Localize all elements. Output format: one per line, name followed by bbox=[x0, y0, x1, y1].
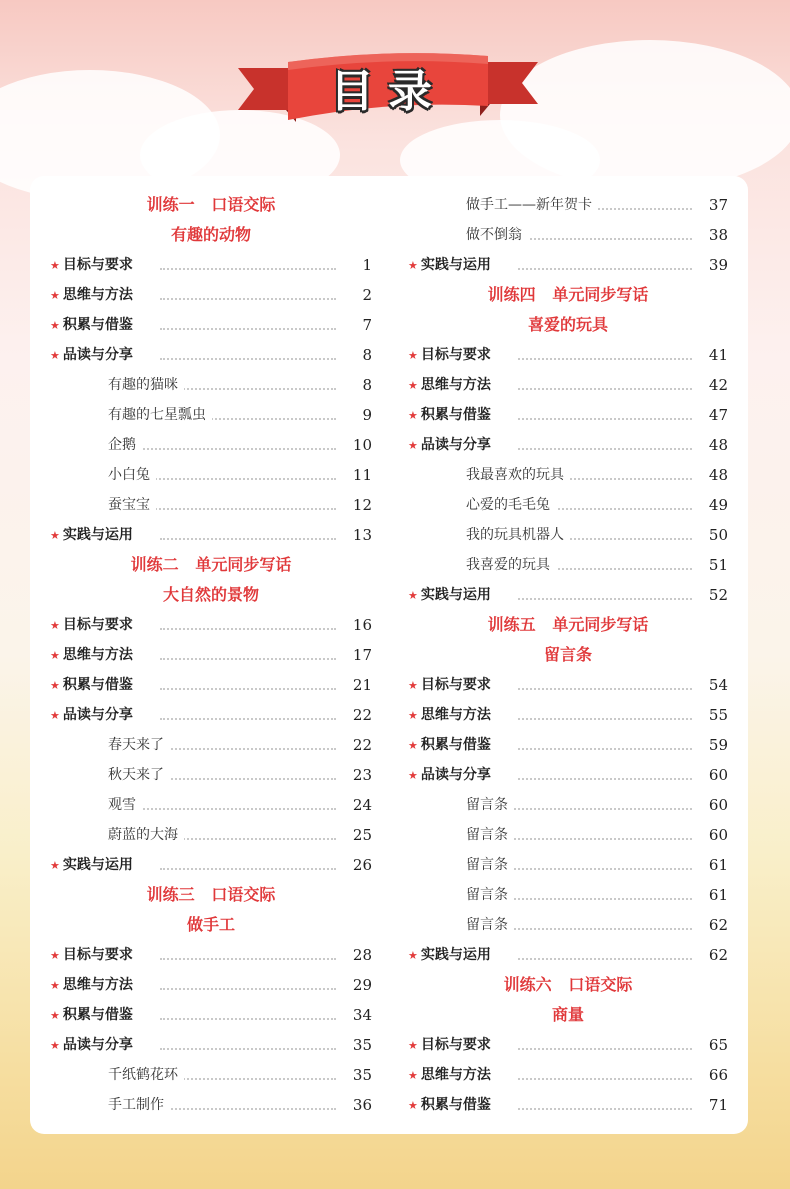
section-heading: 喜爱的玩具 bbox=[527, 315, 608, 334]
star-icon: ★ bbox=[50, 709, 60, 722]
toc-subentry[interactable] bbox=[408, 520, 728, 550]
page-number: 26 bbox=[347, 850, 372, 880]
toc-entry[interactable] bbox=[50, 700, 372, 730]
toc-entry[interactable] bbox=[408, 760, 728, 790]
toc-entry-label: 秋天来了 bbox=[108, 760, 170, 790]
page-number: 66 bbox=[703, 1060, 728, 1090]
star-icon: ★ bbox=[408, 679, 418, 692]
toc-entry-label: ★ 品读与分享 bbox=[408, 430, 497, 461]
toc-entry[interactable] bbox=[408, 700, 728, 730]
page-number: 12 bbox=[347, 490, 372, 520]
toc-entry-label: 蚕宝宝 bbox=[108, 490, 156, 520]
leader-dots bbox=[518, 1048, 692, 1050]
toc-entry-label: 观雪 bbox=[108, 790, 142, 820]
toc-subentry[interactable] bbox=[50, 730, 372, 760]
toc-entry[interactable] bbox=[408, 1060, 728, 1090]
star-icon: ★ bbox=[408, 1039, 418, 1052]
leader-dots bbox=[120, 808, 336, 810]
toc-subentry[interactable] bbox=[50, 1060, 372, 1090]
toc-entry-label: 春天来了 bbox=[108, 730, 170, 760]
toc-subentry[interactable] bbox=[408, 850, 728, 880]
leader-dots bbox=[518, 778, 692, 780]
toc-entry-label: ★ 实践与运用 bbox=[50, 850, 139, 881]
toc-entry-label: ★ 实践与运用 bbox=[408, 250, 497, 281]
star-icon: ★ bbox=[50, 619, 60, 632]
toc-subentry[interactable] bbox=[50, 1090, 372, 1120]
toc-entry-label: 手工制作 bbox=[108, 1090, 170, 1120]
toc-entry[interactable] bbox=[50, 1030, 372, 1060]
toc-entry-label: ★ 积累与借鉴 bbox=[408, 730, 497, 761]
toc-subentry[interactable] bbox=[50, 820, 372, 850]
title-banner bbox=[238, 48, 538, 138]
star-icon: ★ bbox=[50, 259, 60, 272]
page-number: 71 bbox=[703, 1090, 728, 1120]
page-number: 34 bbox=[347, 1000, 372, 1030]
leader-dots bbox=[518, 418, 692, 420]
page-number: 9 bbox=[356, 400, 372, 430]
toc-subentry[interactable] bbox=[408, 880, 728, 910]
leader-dots bbox=[160, 988, 336, 990]
page-number: 37 bbox=[703, 190, 728, 220]
page-number: 1 bbox=[356, 250, 372, 280]
leader-dots bbox=[518, 448, 692, 450]
section-heading: 训练四 单元同步写话 bbox=[487, 285, 649, 304]
page-number: 60 bbox=[703, 820, 728, 850]
toc-entry-label: 做手工——新年贺卡 bbox=[466, 190, 598, 220]
toc-entry-label: ★ 品读与分享 bbox=[50, 700, 139, 731]
page-number: 60 bbox=[703, 760, 728, 790]
toc-entry-label: ★ 思维与方法 bbox=[50, 640, 139, 671]
toc-entry-label: ★ 目标与要求 bbox=[408, 1030, 497, 1061]
toc-subentry[interactable] bbox=[408, 790, 728, 820]
page-number: 29 bbox=[347, 970, 372, 1000]
toc-entry-label: ★ 思维与方法 bbox=[408, 370, 497, 401]
leader-dots bbox=[518, 1078, 692, 1080]
star-icon: ★ bbox=[50, 859, 60, 872]
toc-entry[interactable] bbox=[408, 400, 728, 430]
star-icon: ★ bbox=[408, 709, 418, 722]
toc-subentry[interactable] bbox=[50, 400, 372, 430]
toc-subentry[interactable] bbox=[408, 490, 728, 520]
toc-entry-label: 千纸鹤花环 bbox=[108, 1060, 184, 1090]
toc-subentry[interactable] bbox=[408, 550, 728, 580]
leader-dots bbox=[160, 958, 336, 960]
toc-entry[interactable] bbox=[408, 1090, 728, 1120]
toc-entry-label: ★ 积累与借鉴 bbox=[408, 400, 497, 431]
page-number: 47 bbox=[703, 400, 728, 430]
page-number: 39 bbox=[703, 250, 728, 280]
toc-entry-label: 有趣的七星瓢虫 bbox=[108, 400, 212, 430]
page-number: 16 bbox=[347, 610, 372, 640]
section-heading: 训练二 单元同步写话 bbox=[130, 555, 292, 574]
page-number: 61 bbox=[703, 850, 728, 880]
page-number: 61 bbox=[703, 880, 728, 910]
leader-dots bbox=[518, 268, 692, 270]
page-number: 55 bbox=[703, 700, 728, 730]
toc-subentry[interactable] bbox=[408, 190, 728, 220]
toc-subentry[interactable] bbox=[50, 430, 372, 460]
page-number: 22 bbox=[347, 700, 372, 730]
leader-dots bbox=[518, 598, 692, 600]
leader-dots bbox=[160, 658, 336, 660]
toc-entry[interactable] bbox=[408, 340, 728, 370]
page-number: 36 bbox=[347, 1090, 372, 1120]
page-number: 10 bbox=[347, 430, 372, 460]
star-icon: ★ bbox=[50, 1009, 60, 1022]
page-number: 59 bbox=[703, 730, 728, 760]
page-number: 2 bbox=[356, 280, 372, 310]
toc-entry-label: ★ 实践与运用 bbox=[408, 940, 497, 971]
toc-panel bbox=[30, 176, 748, 1134]
leader-dots bbox=[160, 268, 336, 270]
star-icon: ★ bbox=[408, 739, 418, 752]
section-heading: 训练五 单元同步写话 bbox=[487, 615, 649, 634]
star-icon: ★ bbox=[408, 439, 418, 452]
toc-entry-label: ★ 品读与分享 bbox=[408, 760, 497, 791]
leader-dots bbox=[160, 358, 336, 360]
leader-dots bbox=[160, 628, 336, 630]
toc-entry-label: 企鹅 bbox=[108, 430, 142, 460]
page-number: 22 bbox=[347, 730, 372, 760]
leader-dots bbox=[160, 1048, 336, 1050]
star-icon: ★ bbox=[408, 379, 418, 392]
toc-entry-label: 留言条 bbox=[466, 790, 514, 820]
page-number: 38 bbox=[703, 220, 728, 250]
section-heading: 商量 bbox=[551, 1005, 584, 1024]
section-heading: 做手工 bbox=[186, 915, 235, 934]
toc-subentry[interactable] bbox=[408, 910, 728, 940]
star-icon: ★ bbox=[50, 1039, 60, 1052]
toc-entry[interactable] bbox=[50, 940, 372, 970]
toc-entry[interactable] bbox=[408, 250, 728, 280]
toc-entry-label: ★ 实践与运用 bbox=[408, 580, 497, 611]
toc-entry[interactable] bbox=[408, 670, 728, 700]
star-icon: ★ bbox=[408, 1069, 418, 1082]
page-number: 13 bbox=[347, 520, 372, 550]
toc-entry[interactable] bbox=[408, 580, 728, 610]
toc-entry[interactable] bbox=[50, 280, 372, 310]
page-number: 23 bbox=[347, 760, 372, 790]
toc-entry-label: ★ 思维与方法 bbox=[408, 700, 497, 731]
page-number: 65 bbox=[703, 1030, 728, 1060]
toc-entry-label: 留言条 bbox=[466, 820, 514, 850]
leader-dots bbox=[518, 358, 692, 360]
toc-entry-label: 留言条 bbox=[466, 850, 514, 880]
toc-entry-label: ★ 思维与方法 bbox=[50, 970, 139, 1001]
toc-entry-label: 我最喜欢的玩具 bbox=[466, 460, 570, 490]
toc-entry[interactable] bbox=[408, 370, 728, 400]
page-number: 28 bbox=[347, 940, 372, 970]
section-heading: 训练六 口语交际 bbox=[503, 975, 633, 994]
star-icon: ★ bbox=[50, 289, 60, 302]
section-heading: 训练一 口语交际 bbox=[146, 195, 276, 214]
star-icon: ★ bbox=[50, 319, 60, 332]
leader-dots bbox=[160, 718, 336, 720]
star-icon: ★ bbox=[50, 349, 60, 362]
toc-entry-label: 我喜爱的玩具 bbox=[466, 550, 556, 580]
toc-entry-label: 留言条 bbox=[466, 880, 514, 910]
toc-entry[interactable] bbox=[408, 940, 728, 970]
toc-entry[interactable] bbox=[50, 850, 372, 880]
page-number: 8 bbox=[356, 340, 372, 370]
toc-entry-label: ★ 目标与要求 bbox=[50, 940, 139, 971]
section-heading: 有趣的动物 bbox=[170, 225, 251, 244]
toc-entry-label: ★ 积累与借鉴 bbox=[50, 670, 139, 701]
star-icon: ★ bbox=[408, 349, 418, 362]
leader-dots bbox=[120, 448, 336, 450]
page-number: 11 bbox=[347, 460, 372, 490]
leader-dots bbox=[160, 1018, 336, 1020]
toc-entry[interactable] bbox=[50, 250, 372, 280]
page-title: 目录 bbox=[330, 66, 446, 117]
star-icon: ★ bbox=[408, 1099, 418, 1112]
toc-entry[interactable] bbox=[50, 340, 372, 370]
star-icon: ★ bbox=[408, 409, 418, 422]
page-number: 62 bbox=[703, 940, 728, 970]
leader-dots bbox=[160, 688, 336, 690]
toc-subentry[interactable] bbox=[50, 460, 372, 490]
page-number: 35 bbox=[347, 1060, 372, 1090]
toc-entry-label: ★ 积累与借鉴 bbox=[50, 310, 139, 341]
page-number: 54 bbox=[703, 670, 728, 700]
section-heading: 大自然的景物 bbox=[162, 585, 259, 604]
toc-entry-label: ★ 思维与方法 bbox=[50, 280, 139, 311]
leader-dots bbox=[160, 328, 336, 330]
star-icon: ★ bbox=[408, 259, 418, 272]
toc-entry[interactable] bbox=[50, 310, 372, 340]
toc-entry[interactable] bbox=[50, 670, 372, 700]
leader-dots bbox=[518, 1108, 692, 1110]
toc-entry[interactable] bbox=[50, 970, 372, 1000]
leader-dots bbox=[160, 538, 336, 540]
toc-entry[interactable] bbox=[408, 730, 728, 760]
toc-entry-label: ★ 思维与方法 bbox=[408, 1060, 497, 1091]
toc-entry-label: 蔚蓝的大海 bbox=[108, 820, 184, 850]
toc-entry[interactable] bbox=[408, 1030, 728, 1060]
toc-entry[interactable] bbox=[408, 430, 728, 460]
toc-entry-label: ★ 目标与要求 bbox=[408, 670, 497, 701]
star-icon: ★ bbox=[50, 949, 60, 962]
page-number: 41 bbox=[703, 340, 728, 370]
star-icon: ★ bbox=[50, 649, 60, 662]
page-number: 42 bbox=[703, 370, 728, 400]
star-icon: ★ bbox=[408, 589, 418, 602]
page-number: 24 bbox=[347, 790, 372, 820]
page-number: 49 bbox=[703, 490, 728, 520]
section-heading: 训练三 口语交际 bbox=[146, 885, 276, 904]
toc-subentry[interactable] bbox=[50, 490, 372, 520]
toc-entry-label: ★ 积累与借鉴 bbox=[50, 1000, 139, 1031]
toc-entry[interactable] bbox=[50, 1000, 372, 1030]
page-number: 8 bbox=[356, 370, 372, 400]
toc-entry-label: ★ 品读与分享 bbox=[50, 340, 139, 371]
toc-entry-label: 留言条 bbox=[466, 910, 514, 940]
page-number: 51 bbox=[703, 550, 728, 580]
star-icon: ★ bbox=[50, 529, 60, 542]
toc-subentry[interactable] bbox=[408, 220, 728, 250]
leader-dots bbox=[518, 688, 692, 690]
toc-entry[interactable] bbox=[50, 610, 372, 640]
leader-dots bbox=[160, 868, 336, 870]
page-number: 62 bbox=[703, 910, 728, 940]
page-number: 21 bbox=[347, 670, 372, 700]
star-icon: ★ bbox=[408, 949, 418, 962]
toc-entry-label: 有趣的猫咪 bbox=[108, 370, 184, 400]
toc-entry-label: ★ 品读与分享 bbox=[50, 1030, 139, 1061]
page-number: 50 bbox=[703, 520, 728, 550]
toc-entry-label: ★ 目标与要求 bbox=[50, 610, 139, 641]
page-number: 48 bbox=[703, 430, 728, 460]
page-number: 7 bbox=[356, 310, 372, 340]
section-heading: 留言条 bbox=[543, 645, 592, 664]
leader-dots bbox=[160, 298, 336, 300]
page-number: 25 bbox=[347, 820, 372, 850]
page-number: 60 bbox=[703, 790, 728, 820]
toc-entry-label: 心爱的毛毛兔 bbox=[466, 490, 556, 520]
toc-entry-label: ★ 目标与要求 bbox=[408, 340, 497, 371]
toc-entry-label: 小白兔 bbox=[108, 460, 156, 490]
star-icon: ★ bbox=[408, 769, 418, 782]
toc-subentry[interactable] bbox=[408, 820, 728, 850]
page-number: 35 bbox=[347, 1030, 372, 1060]
page-number: 17 bbox=[347, 640, 372, 670]
star-icon: ★ bbox=[50, 679, 60, 692]
toc-entry-label: 做不倒翁 bbox=[466, 220, 528, 250]
toc-entry-label: ★ 实践与运用 bbox=[50, 520, 139, 551]
toc-entry-label: ★ 目标与要求 bbox=[50, 250, 139, 281]
toc-entry[interactable] bbox=[50, 520, 372, 550]
star-icon: ★ bbox=[50, 979, 60, 992]
toc-entry[interactable] bbox=[50, 640, 372, 670]
toc-entry-label: ★ 积累与借鉴 bbox=[408, 1090, 497, 1121]
toc-entry-label: 我的玩具机器人 bbox=[466, 520, 570, 550]
page-number: 52 bbox=[703, 580, 728, 610]
toc-subentry[interactable] bbox=[50, 790, 372, 820]
page-number: 48 bbox=[703, 460, 728, 490]
leader-dots bbox=[518, 958, 692, 960]
leader-dots bbox=[518, 388, 692, 390]
leader-dots bbox=[518, 748, 692, 750]
toc-subentry[interactable] bbox=[408, 460, 728, 490]
leader-dots bbox=[518, 718, 692, 720]
toc-subentry[interactable] bbox=[50, 370, 372, 400]
toc-subentry[interactable] bbox=[50, 760, 372, 790]
